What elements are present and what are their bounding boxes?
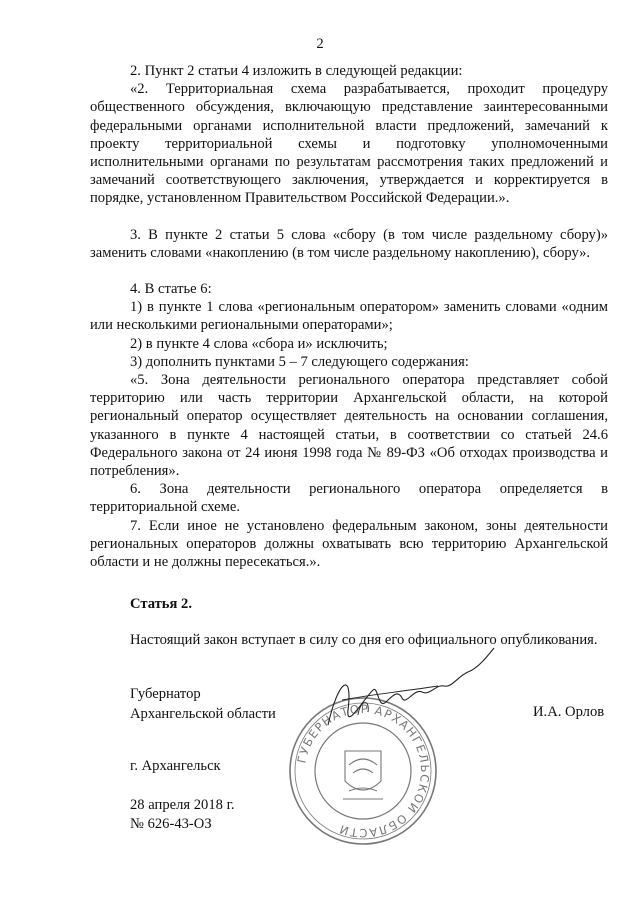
city: г. Архангельск: [130, 758, 221, 774]
document-date-block: [130, 796, 235, 834]
paragraph-item-4: 4. В статье 6:: [130, 281, 212, 298]
signatory-title-line2: Архангельской области: [130, 706, 276, 722]
signatory-name: И.А. Орлов: [533, 704, 605, 720]
document-date: 28 апреля 2018 г.: [130, 797, 235, 813]
paragraph-point-7: 7. Если иное не установлено федеральным законом, зоны деятельности региональных операторов должны охватывать всю территорию Архангельской области и не должны пересекаться.».: [90, 517, 608, 571]
paragraph-item-2: 2. Пункт 2 статьи 4 изложить в следующей редакции:: [130, 63, 463, 79]
paragraph-point-5: «5. Зона деятельности регионального оператора представляет собой территорию или часть территории Архангельской области, на которой региональный оператор осуществляет деятельность на основании соглашения, указанного в пункте 4 настоящей статьи, в соответствии со статьей 24.6 Федерального закона от 24 июня 1998 года № 89-ФЗ «Об отходах производства и потребления».: [90, 372, 608, 480]
paragraph-point-6: 6. Зона деятельности регионального оператора определяется в территориальной схеме.: [90, 481, 608, 516]
paragraph-sub-1: 1) в пункте 1 слова «региональным оператором» заменить словами «одним или несколькими региональными операторами»;: [90, 299, 608, 334]
handwritten-signature: [318, 640, 508, 740]
paragraph-sub-3: 3) дополнить пунктами 5 – 7 следующего содержания:: [130, 353, 469, 370]
seal-text: ГУБЕРНАТОР АРХАНГЕЛЬСКОЙ ОБЛАСТИ: [294, 701, 433, 841]
paragraph-item-3: 3. В пункте 2 статьи 5 слова «сбору (в том числе раздельному сбору)» заменить словами «накоплению (в том числе раздельному накоплению), сбору».: [90, 226, 608, 261]
paragraph-effective: Настоящий закон вступает в силу со дня его официального опубликования.: [130, 632, 598, 649]
article-heading: Статья 2.: [130, 596, 192, 613]
paragraph-sub-2: 2) в пункте 4 слова «сбора и» исключить;: [130, 335, 388, 352]
document-number: № 626-43-ОЗ: [130, 816, 212, 832]
signatory-title-line1: Губернатор: [130, 686, 201, 702]
signatory-title: [130, 684, 276, 724]
page-number: 2: [316, 36, 324, 52]
document-body: [90, 62, 608, 650]
paragraph-item-2-text: «2. Территориальная схема разрабатывается, проходит процедуру общественного обсуждения, включающую представление заинтересованными федеральными органами исполнительной власти предложений, замечаний к проекту территориальной схемы и подготовку уполномоченными исполнительными органами по результатам рассмотрения таких предложений и замечаний соответствующего заключения, утверждается и корректируется в порядке, установленном Правительством Российской Федерации.».: [90, 81, 608, 207]
